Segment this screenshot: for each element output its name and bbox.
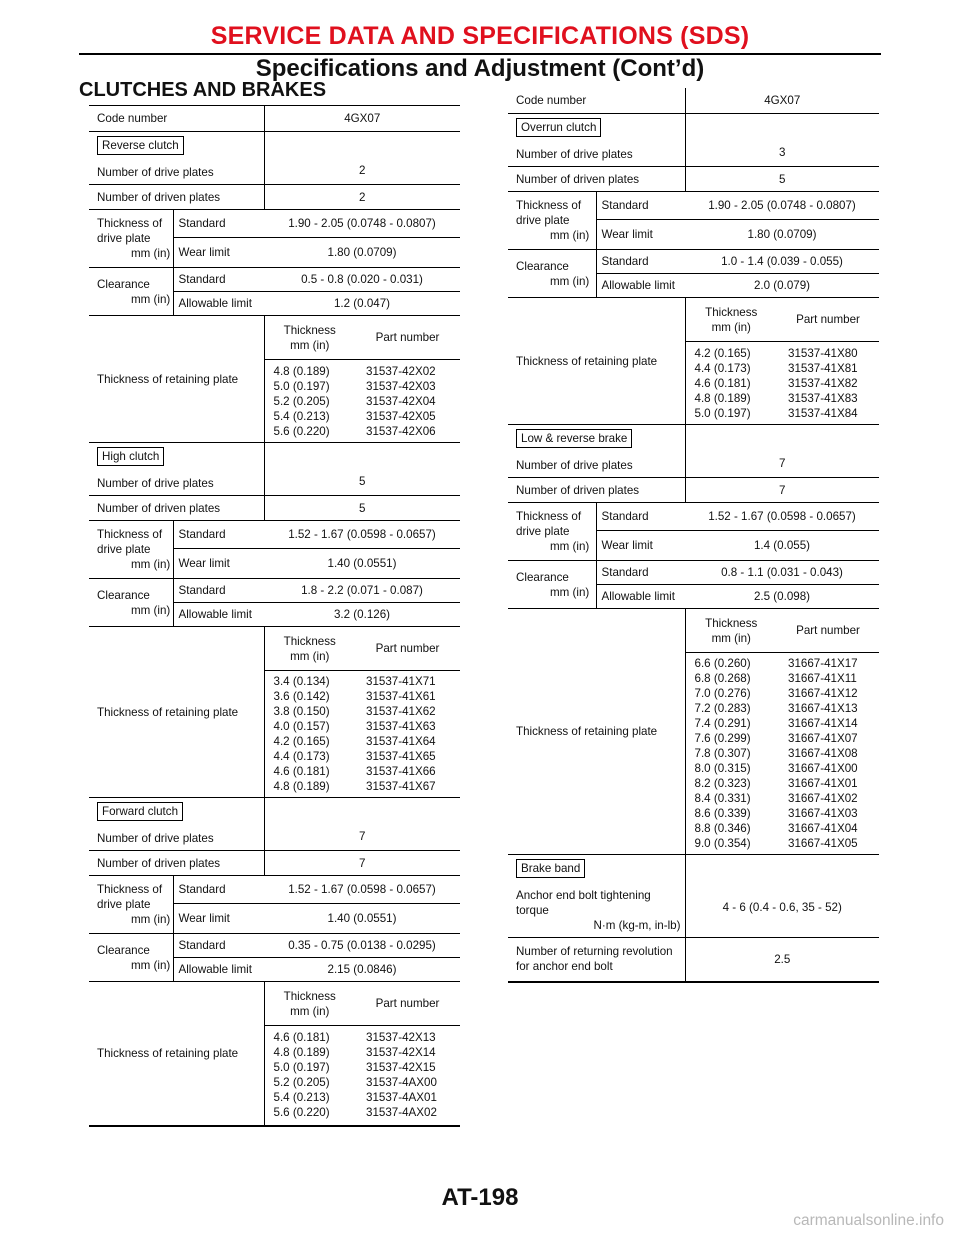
drive-plates-label: Number of drive plates bbox=[97, 832, 214, 845]
standard-label: Standard bbox=[173, 934, 264, 958]
mm-in-unit: mm (in) bbox=[131, 558, 171, 571]
high-clr-allow: 3.2 (0.126) bbox=[264, 603, 460, 627]
thickness-drive-label: Thickness of drive plate bbox=[516, 199, 582, 227]
anchor-bolt-torque-label: Anchor end bolt tightening torque bbox=[516, 889, 651, 917]
mm-in-unit: mm (in) bbox=[711, 320, 751, 334]
standard-label: Standard bbox=[596, 503, 685, 531]
thickness-drive-label: Thickness of drive plate bbox=[516, 510, 582, 538]
retaining-plate-label: Thickness of retaining plate bbox=[508, 298, 685, 425]
driven-plates-label: Number of driven plates bbox=[508, 478, 685, 503]
clearance-label: Clearance bbox=[516, 259, 569, 273]
forward-clutch-title: Forward clutch bbox=[97, 802, 183, 821]
overrun-drive-value: 3 bbox=[685, 114, 879, 167]
lowrev-ret-thickness: 6.6 (0.260) 6.8 (0.268) 7.0 (0.276) 7.2 (0.283) 7.4 (0.291) 7.6 (0.299) 7.8 (0.307) 8.0 (0.315) 8.2 (0.323) 8.4 (0.331) 8.6 (0.339) 8.8 (0.346) 9.0 (0.354) bbox=[685, 653, 777, 855]
drive-plates-label: Number of drive plates bbox=[516, 459, 633, 472]
code-number-value: 4GX07 bbox=[685, 88, 879, 114]
drive-plates-label: Number of drive plates bbox=[97, 477, 214, 490]
clearance-label: Clearance bbox=[97, 588, 150, 602]
watermark: carmanualsonline.info bbox=[793, 1212, 944, 1229]
thickness-label: Thickness bbox=[705, 616, 758, 630]
lowrev-drive-value: 7 bbox=[685, 425, 879, 478]
high-thick-wear: 1.40 (0.0551) bbox=[264, 549, 460, 579]
returning-revolution-label: Number of returning revolution for anchor end bolt bbox=[508, 938, 685, 982]
standard-label: Standard bbox=[596, 192, 685, 220]
lowrev-driven-value: 7 bbox=[685, 478, 879, 503]
page-number: AT-198 bbox=[441, 1184, 519, 1211]
low-reverse-brake-title: Low & reverse brake bbox=[516, 429, 632, 448]
thickness-label: Thickness bbox=[283, 989, 336, 1003]
mm-in-unit: mm (in) bbox=[290, 338, 330, 352]
reverse-drive-value: 2 bbox=[264, 132, 460, 185]
clearance-label: Clearance bbox=[97, 277, 150, 291]
reverse-clutch-title: Reverse clutch bbox=[97, 136, 184, 155]
header-row bbox=[89, 106, 460, 132]
wear-limit-label: Wear limit bbox=[173, 904, 264, 934]
thickness-drive-label: Thickness of drive plate bbox=[97, 528, 163, 556]
allowable-limit-label: Allowable limit bbox=[173, 292, 264, 316]
standard-label: Standard bbox=[173, 579, 264, 603]
forward-driven-value: 7 bbox=[264, 851, 460, 876]
brake-band-title: Brake band bbox=[516, 859, 585, 878]
driven-plates-label: Number of driven plates bbox=[89, 851, 264, 876]
high-driven-value: 5 bbox=[264, 496, 460, 521]
mm-in-unit: mm (in) bbox=[290, 649, 330, 663]
reverse-thick-std: 1.90 - 2.05 (0.0748 - 0.0807) bbox=[264, 210, 460, 238]
mm-in-unit: mm (in) bbox=[131, 292, 171, 306]
high-clr-std: 1.8 - 2.2 (0.071 - 0.087) bbox=[264, 579, 460, 603]
reverse-drive-row bbox=[89, 132, 460, 185]
retaining-plate-label: Thickness of retaining plate bbox=[89, 316, 264, 443]
lowrev-ret-parts: 31667-41X17 31667-41X11 31667-41X12 31667-41X13 31667-41X14 31667-41X07 31667-41X08 31667-41X00 31667-41X01 31667-41X02 31667-41X03 31667-41X04 31667-41X05 bbox=[777, 653, 879, 855]
clearance-label: Clearance bbox=[516, 570, 569, 584]
allowable-limit-label: Allowable limit bbox=[173, 958, 264, 982]
lowrev-drive-row bbox=[508, 425, 879, 478]
code-number-label: Code number bbox=[89, 106, 264, 132]
standard-label: Standard bbox=[173, 210, 264, 238]
returning-revolution-value: 2.5 bbox=[685, 938, 879, 982]
standard-label: Standard bbox=[596, 561, 685, 585]
mm-in-unit: mm (in) bbox=[131, 247, 171, 260]
wear-limit-label: Wear limit bbox=[173, 549, 264, 579]
wear-limit-label: Wear limit bbox=[596, 220, 685, 250]
code-number-label: Code number bbox=[508, 88, 685, 114]
overrun-clutch-title: Overrun clutch bbox=[516, 118, 601, 137]
drive-plates-label: Number of drive plates bbox=[516, 148, 633, 161]
thickness-drive-label: Thickness of drive plate bbox=[97, 883, 163, 911]
forward-thick-wear: 1.40 (0.0551) bbox=[264, 904, 460, 934]
high-drive-row bbox=[89, 443, 460, 496]
header-subtitle: Specifications and Adjustment (Cont’d) bbox=[255, 55, 705, 82]
mm-in-unit: mm (in) bbox=[550, 274, 590, 288]
part-number-label: Part number bbox=[777, 609, 879, 653]
forward-drive-value: 7 bbox=[264, 798, 460, 851]
retaining-plate-label: Thickness of retaining plate bbox=[89, 982, 264, 1126]
high-drive-value: 5 bbox=[264, 443, 460, 496]
overrun-ret-thickness: 4.2 (0.165) 4.4 (0.173) 4.6 (0.181) 4.8 (0.189) 5.0 (0.197) bbox=[685, 342, 777, 425]
lowrev-clr-std: 0.8 - 1.1 (0.031 - 0.043) bbox=[685, 561, 879, 585]
forward-clr-std: 0.35 - 0.75 (0.0138 - 0.0295) bbox=[264, 934, 460, 958]
drive-plates-label: Number of drive plates bbox=[97, 166, 214, 179]
allowable-limit-label: Allowable limit bbox=[596, 585, 685, 609]
part-number-label: Part number bbox=[355, 627, 460, 671]
mm-in-unit: mm (in) bbox=[550, 540, 590, 553]
mm-in-unit: mm (in) bbox=[290, 1004, 330, 1018]
overrun-ret-parts: 31537-41X80 31537-41X81 31537-41X82 31537-41X83 31537-41X84 bbox=[777, 342, 879, 425]
section-title: CLUTCHES AND BRAKES bbox=[79, 79, 327, 101]
lowrev-thick-wear: 1.4 (0.055) bbox=[685, 531, 879, 561]
thickness-label: Thickness bbox=[705, 305, 758, 319]
clearance-label: Clearance bbox=[97, 943, 150, 957]
driven-plates-label: Number of driven plates bbox=[508, 167, 685, 192]
driven-plates-label: Number of driven plates bbox=[89, 496, 264, 521]
reverse-driven-value: 2 bbox=[264, 185, 460, 210]
mm-in-unit: mm (in) bbox=[131, 603, 171, 617]
overrun-driven-value: 5 bbox=[685, 167, 879, 192]
overrun-clr-allow: 2.0 (0.079) bbox=[685, 274, 879, 298]
forward-clr-allow: 2.15 (0.0846) bbox=[264, 958, 460, 982]
part-number-label: Part number bbox=[355, 316, 460, 360]
overrun-thick-std: 1.90 - 2.05 (0.0748 - 0.0807) bbox=[685, 192, 879, 220]
retaining-plate-label: Thickness of retaining plate bbox=[508, 609, 685, 855]
forward-drive-row bbox=[89, 798, 460, 851]
part-number-label: Part number bbox=[355, 982, 460, 1026]
lowrev-clr-allow: 2.5 (0.098) bbox=[685, 585, 879, 609]
thickness-label: Thickness bbox=[283, 634, 336, 648]
driven-plates-label: Number of driven plates bbox=[89, 185, 264, 210]
allowable-limit-label: Allowable limit bbox=[173, 603, 264, 627]
right-spec-table bbox=[508, 88, 879, 983]
overrun-drive-row bbox=[508, 114, 879, 167]
overrun-thick-wear: 1.80 (0.0709) bbox=[685, 220, 879, 250]
header-row bbox=[508, 88, 879, 114]
thickness-label: Thickness bbox=[283, 323, 336, 337]
left-spec-table bbox=[89, 105, 460, 1127]
reverse-clr-allow: 1.2 (0.047) bbox=[264, 292, 460, 316]
mm-in-unit: mm (in) bbox=[711, 631, 751, 645]
high-thick-std: 1.52 - 1.67 (0.0598 - 0.0657) bbox=[264, 521, 460, 549]
mm-in-unit: mm (in) bbox=[131, 913, 171, 926]
retaining-plate-label: Thickness of retaining plate bbox=[89, 627, 264, 798]
high-ret-parts: 31537-41X71 31537-41X61 31537-41X62 31537-41X63 31537-41X64 31537-41X65 31537-41X66 31537-41X67 bbox=[355, 671, 460, 798]
high-clutch-title: High clutch bbox=[97, 447, 164, 466]
wear-limit-label: Wear limit bbox=[596, 531, 685, 561]
standard-label: Standard bbox=[173, 876, 264, 904]
forward-ret-parts: 31537-42X13 31537-42X14 31537-42X15 31537-4AX00 31537-4AX01 31537-4AX02 bbox=[355, 1026, 460, 1126]
lowrev-thick-std: 1.52 - 1.67 (0.0598 - 0.0657) bbox=[685, 503, 879, 531]
standard-label: Standard bbox=[173, 521, 264, 549]
standard-label: Standard bbox=[173, 268, 264, 292]
standard-label: Standard bbox=[596, 250, 685, 274]
allowable-limit-label: Allowable limit bbox=[596, 274, 685, 298]
header-title: SERVICE DATA AND SPECIFICATIONS (SDS) bbox=[210, 22, 750, 50]
part-number-label: Part number bbox=[777, 298, 879, 342]
reverse-ret-thickness: 4.8 (0.189) 5.0 (0.197) 5.2 (0.205) 5.4 (0.213) 5.6 (0.220) bbox=[264, 360, 355, 443]
anchor-torque-row bbox=[508, 855, 879, 938]
reverse-ret-parts: 31537-42X02 31537-42X03 31537-42X04 31537-42X05 31537-42X06 bbox=[355, 360, 460, 443]
torque-unit: N·m (kg-m, in-lb) bbox=[593, 919, 681, 932]
high-ret-thickness: 3.4 (0.134) 3.6 (0.142) 3.8 (0.150) 4.0 (0.157) 4.2 (0.165) 4.4 (0.173) 4.6 (0.181) 4.8 (0.189) bbox=[264, 671, 355, 798]
wear-limit-label: Wear limit bbox=[173, 238, 264, 268]
code-number-value: 4GX07 bbox=[264, 106, 460, 132]
mm-in-unit: mm (in) bbox=[550, 585, 590, 599]
mm-in-unit: mm (in) bbox=[550, 229, 590, 242]
thickness-drive-label: Thickness of drive plate bbox=[97, 217, 163, 245]
overrun-clr-std: 1.0 - 1.4 (0.039 - 0.055) bbox=[685, 250, 879, 274]
anchor-torque-value: 4 - 6 (0.4 - 0.6, 35 - 52) bbox=[685, 855, 879, 938]
reverse-thick-wear: 1.80 (0.0709) bbox=[264, 238, 460, 268]
mm-in-unit: mm (in) bbox=[131, 958, 171, 972]
forward-ret-thickness: 4.6 (0.181) 4.8 (0.189) 5.0 (0.197) 5.2 (0.205) 5.4 (0.213) 5.6 (0.220) bbox=[264, 1026, 355, 1126]
forward-thick-std: 1.52 - 1.67 (0.0598 - 0.0657) bbox=[264, 876, 460, 904]
reverse-clr-std: 0.5 - 0.8 (0.020 - 0.031) bbox=[264, 268, 460, 292]
